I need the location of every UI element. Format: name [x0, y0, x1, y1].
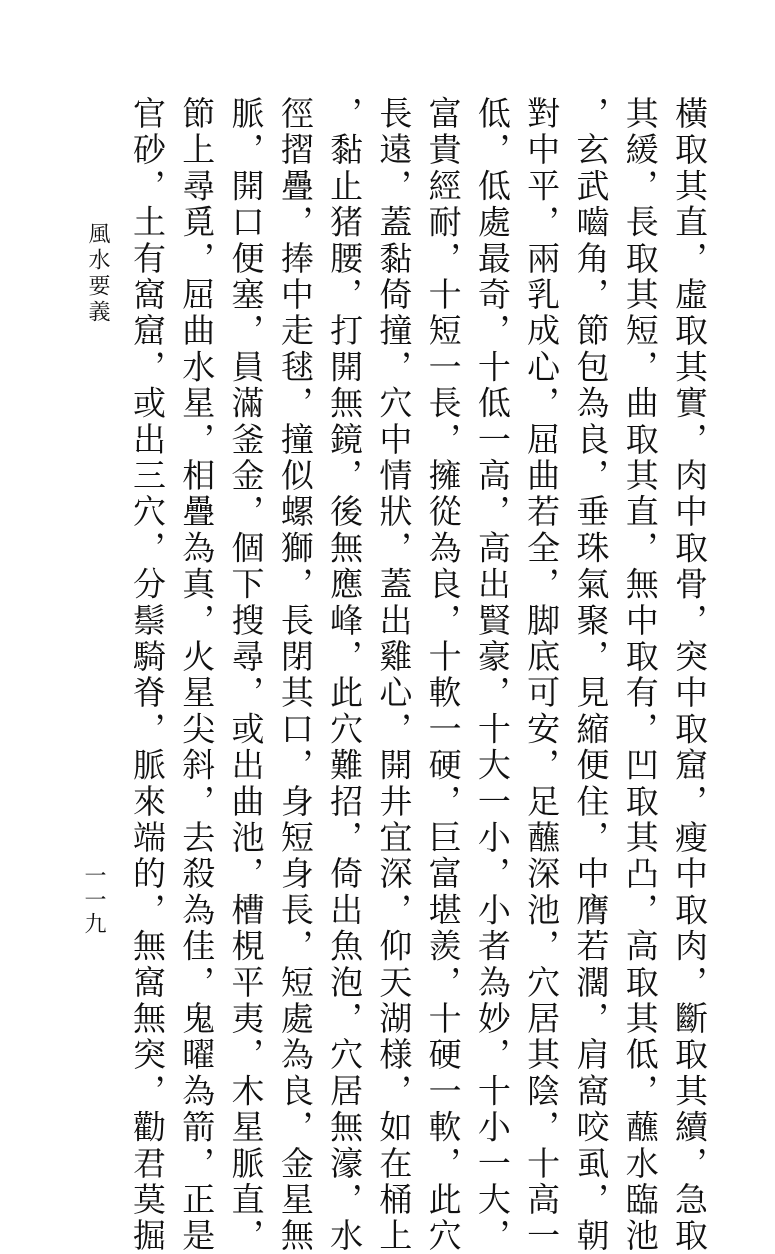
text-column-4: 對中平，兩乳成心，屈曲若全，脚底可安，足蘸深池，穴居其陰，十高一: [522, 96, 562, 1254]
text-column-7: 長遠，蓋黏倚撞，穴中情狀，蓋出雞心，開井宜深，仰天湖様，如在桶上: [374, 96, 414, 1254]
text-column-6: 富貴經耐，十短一長，擁從為良，十軟一硬，巨富堪羨，十硬一軟，此穴: [423, 96, 463, 1254]
text-column-3: ，玄武嚙角，節包為良，垂珠氣聚，見縮便住，中膺若濶，肩窩咬虱，朝: [571, 96, 611, 1254]
text-column-1: 橫取其直，虛取其實，肉中取骨，突中取窟，瘦中取肉，斷取其續，急取: [670, 96, 709, 1254]
text-column-11: 節上尋覓，屈曲水星，相疊為真，火星尖斜，去殺為佳，鬼曜為箭，正是: [177, 96, 217, 1254]
text-column-9: 徑摺疊，捧中走毬，撞似螺獅，長閉其口，身短身長，短處為良，金星無: [275, 96, 315, 1254]
page-number: 一一九: [81, 864, 106, 936]
text-column-10: 脈，開口便塞，員滿釜金，個下搜尋，或出曲池，槽梘平夷，木星脈直，: [226, 96, 266, 1254]
text-column-5: 低，低處最奇，十低一高，高出賢豪，十大一小，小者為妙，十小一大，: [472, 96, 512, 1254]
running-title: 風水要義: [85, 222, 110, 326]
text-column-2: 其緩，長取其短，曲取其直，無中取有，凹取其凸，高取其低，蘸水臨池: [620, 96, 660, 1254]
text-column-12: 官砂，土有窩窟，或出三穴，分鬃騎脊，脈來端的，無窩無突，勸君莫掘: [128, 96, 167, 1254]
text-column-8: ，黏止猪腰，打開無鏡，後無應峰，此穴難招，倚出魚泡，穴居無濠，水: [325, 96, 365, 1254]
